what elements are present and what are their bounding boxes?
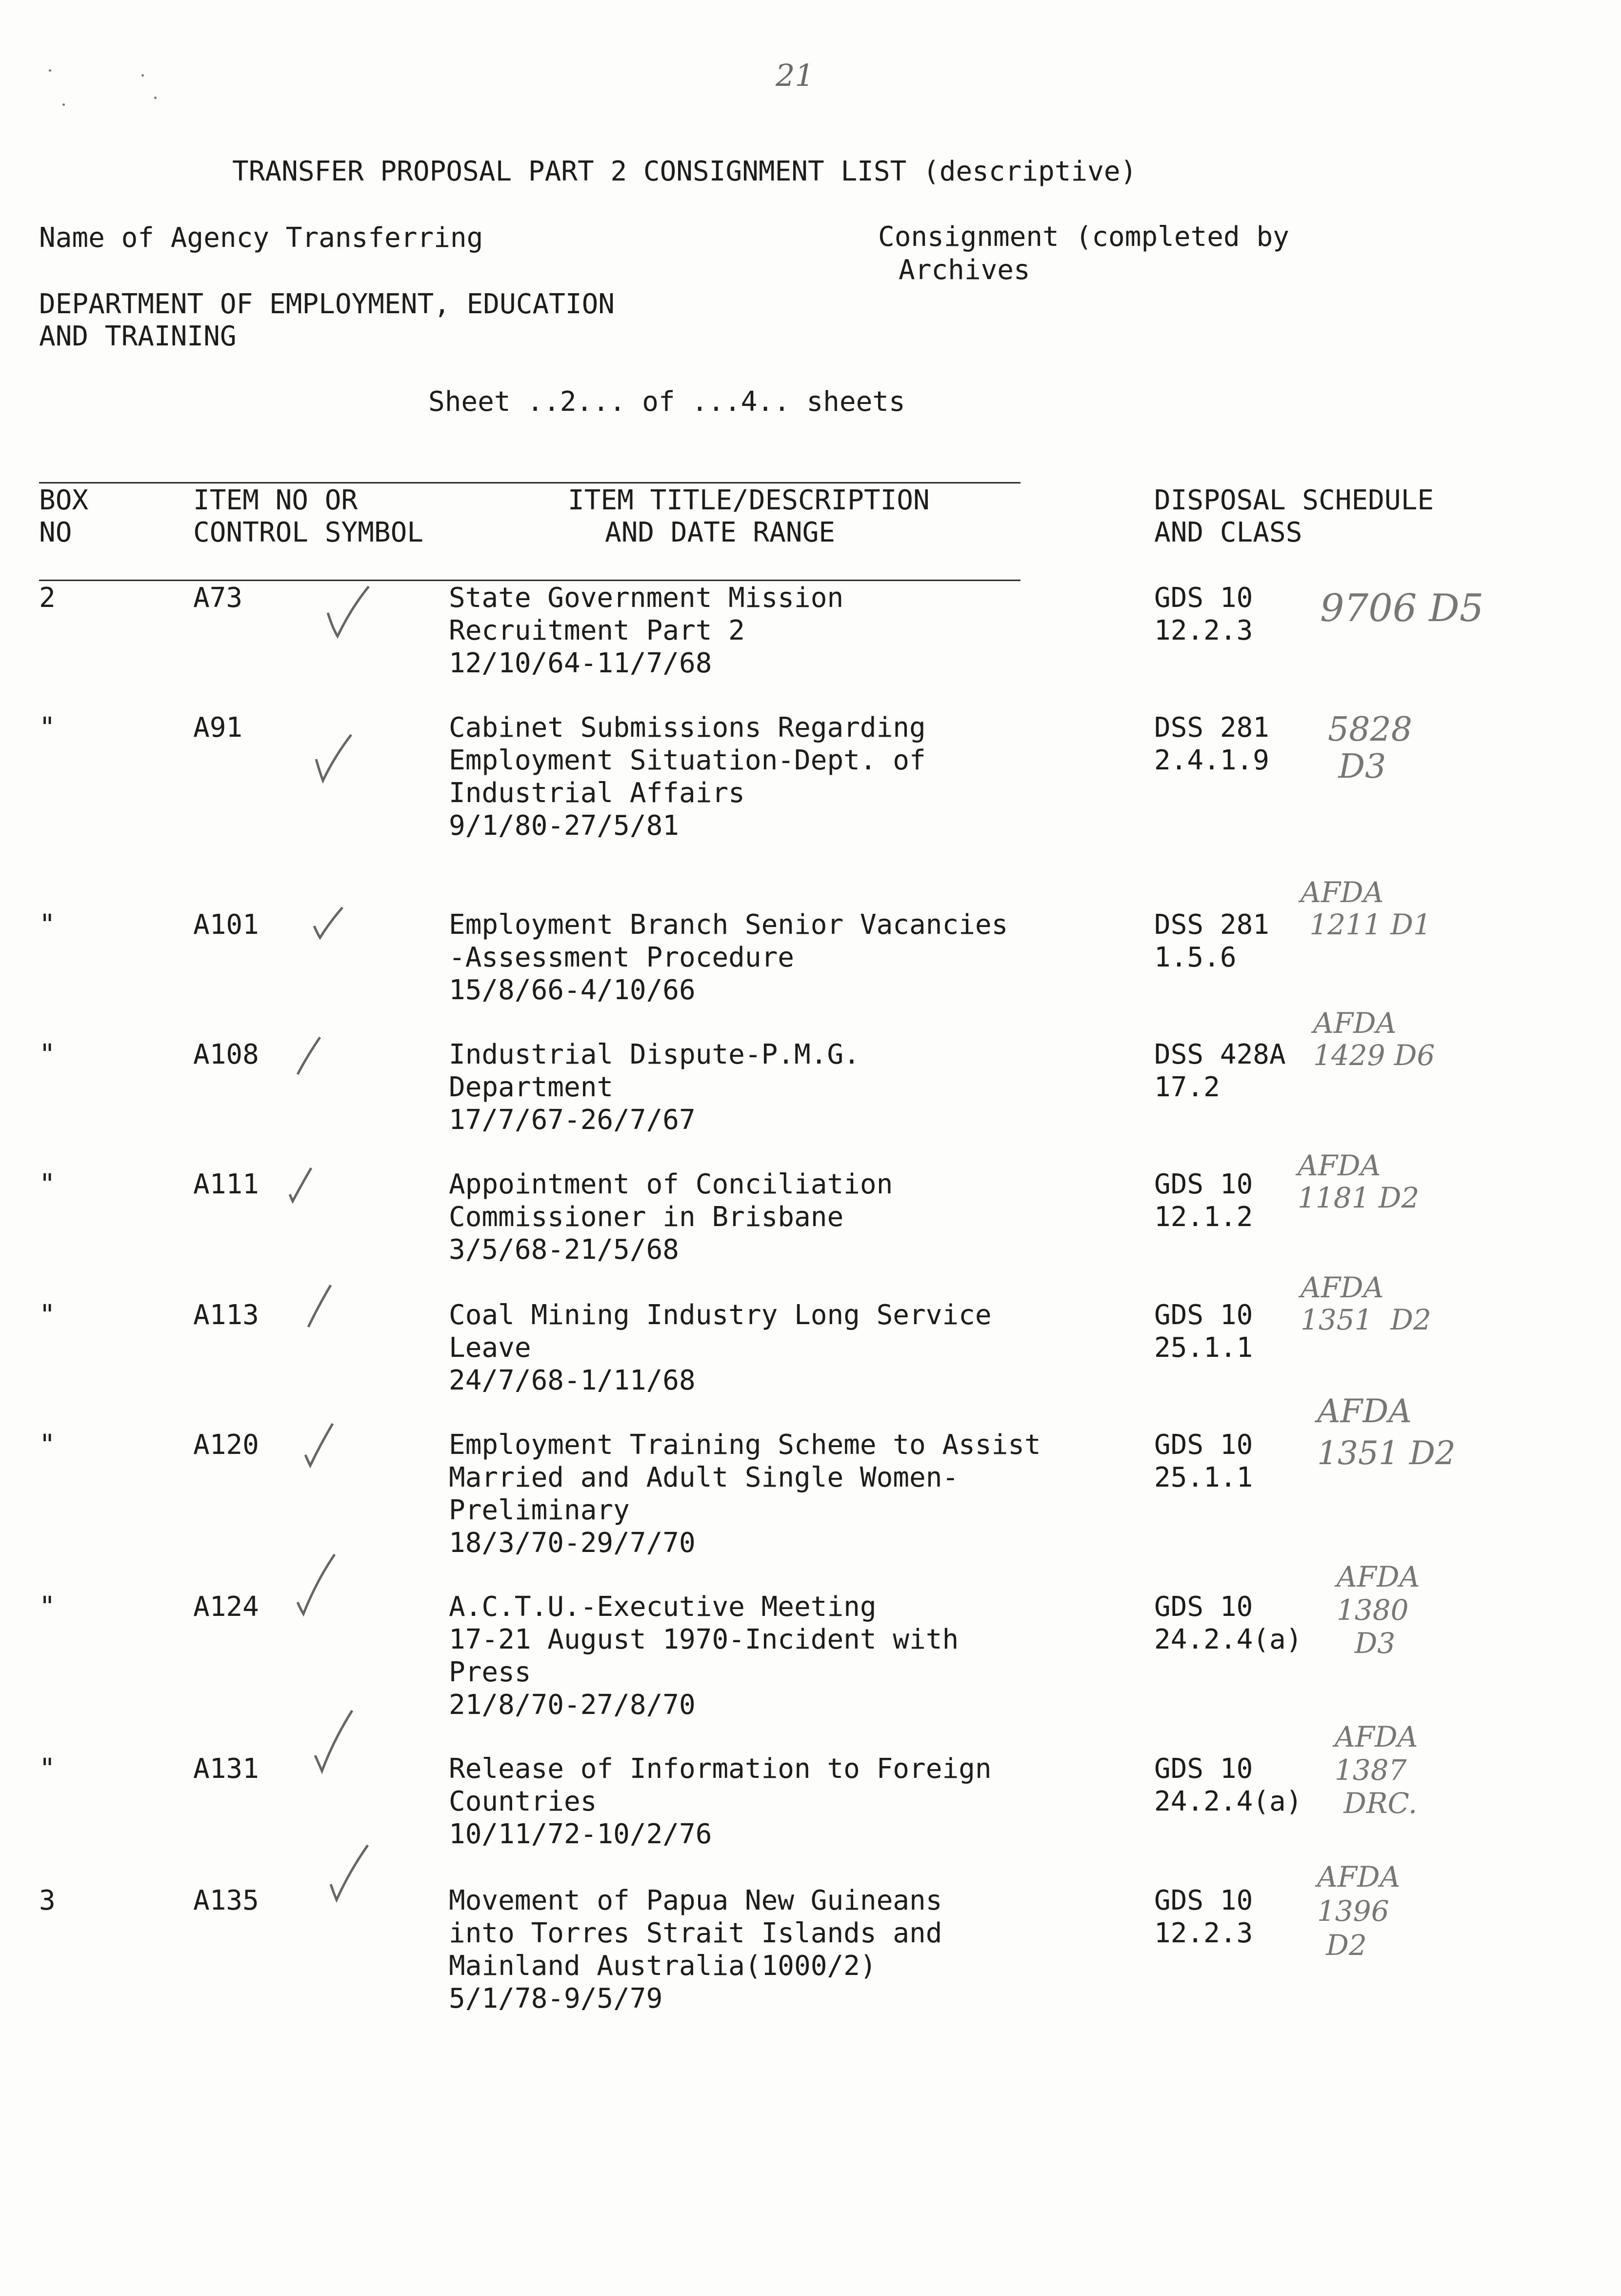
disposal-class: DSS 281 1.5.6 (1154, 909, 1270, 973)
item-number: A108 (193, 1039, 259, 1070)
table-header-rule (39, 580, 1021, 581)
header-title-1: ITEM TITLE/DESCRIPTION (568, 484, 930, 516)
handwritten-annotation: AFDA 1181 D2 (1298, 1149, 1420, 1214)
consignment-label-2: Archives (899, 254, 1030, 286)
check-mark-icon (305, 1282, 335, 1331)
disposal-class: DSS 428A 17.2 (1154, 1039, 1286, 1103)
disposal-class: GDS 10 25.1.1 (1154, 1429, 1253, 1493)
box-number: " (39, 1299, 56, 1331)
document-title: TRANSFER PROPOSAL PART 2 CONSIGNMENT LIST (descriptive) (232, 156, 1137, 187)
sheet-count: Sheet ..2... of ...4.. sheets (428, 386, 905, 418)
item-title: Industrial Dispute-P.M.G. Department 17/7/67-26/7/67 (449, 1039, 860, 1136)
handwritten-annotation: 9706 D5 (1320, 586, 1484, 630)
disposal-class: GDS 10 25.1.1 (1154, 1299, 1253, 1364)
item-number: A120 (193, 1429, 259, 1461)
handwritten-page-number: 21 (776, 58, 814, 93)
box-number: " (39, 712, 56, 744)
item-number: A91 (193, 712, 243, 744)
scan-speck (141, 74, 144, 77)
disposal-class: GDS 10 24.2.4(a) (1154, 1753, 1302, 1817)
check-mark-icon (310, 905, 349, 944)
check-mark-icon (295, 1034, 324, 1078)
agency-name-1: DEPARTMENT OF EMPLOYMENT, EDUCATION (39, 288, 615, 320)
box-number: 3 (39, 1885, 56, 1916)
handwritten-annotation: AFDA 1351 D2 (1317, 1392, 1456, 1472)
check-mark-icon (322, 584, 376, 642)
item-title: Coal Mining Industry Long Service Leave 24/7/68-1/11/68 (449, 1299, 992, 1396)
check-mark-icon (312, 732, 356, 785)
disposal-class: GDS 10 24.2.4(a) (1154, 1591, 1302, 1655)
item-number: A124 (193, 1591, 259, 1623)
item-number: A111 (193, 1168, 259, 1200)
handwritten-annotation: AFDA 1396 D2 (1317, 1860, 1401, 1962)
item-number: A131 (193, 1753, 259, 1785)
handwritten-annotation: AFDA 1380 D3 (1337, 1560, 1420, 1660)
header-item-2: CONTROL SYMBOL (193, 517, 424, 548)
header-item-1: ITEM NO OR (193, 484, 358, 516)
header-box-1: BOX (39, 484, 89, 516)
check-mark-icon (295, 1551, 339, 1620)
handwritten-annotation: AFDA 1211 D1 (1301, 876, 1431, 941)
item-number: A135 (193, 1885, 259, 1916)
disposal-class: GDS 10 12.1.2 (1154, 1168, 1253, 1233)
check-mark-icon (302, 1421, 337, 1470)
item-number: A73 (193, 582, 243, 614)
scan-speck (49, 69, 51, 72)
scan-speck (154, 97, 157, 99)
box-number: " (39, 1168, 56, 1200)
agency-name-2: AND TRAINING (39, 321, 237, 352)
header-title-2: AND DATE RANGE (605, 517, 836, 548)
item-title: Employment Branch Senior Vacancies -Assessment Procedure 15/8/66-4/10/66 (449, 909, 1008, 1006)
item-title: State Government Mission Recruitment Part 2 12/10/64-11/7/68 (449, 582, 844, 679)
box-number: " (39, 1039, 56, 1070)
item-number: A113 (193, 1299, 259, 1331)
check-mark-icon (312, 1708, 356, 1776)
handwritten-annotation: AFDA 1387 DRC. (1335, 1720, 1418, 1820)
table-top-rule (39, 482, 1021, 483)
header-disposal-2: AND CLASS (1154, 517, 1302, 548)
box-number: 2 (39, 582, 56, 614)
handwritten-annotation: AFDA 1429 D6 (1313, 1007, 1435, 1072)
box-number: " (39, 1753, 56, 1785)
check-mark-icon (287, 1165, 316, 1204)
disposal-class: GDS 10 12.2.3 (1154, 582, 1253, 646)
check-mark-icon (328, 1842, 372, 1906)
box-number: " (39, 1591, 56, 1623)
disposal-class: GDS 10 12.2.3 (1154, 1885, 1253, 1949)
item-number: A101 (193, 909, 259, 941)
handwritten-annotation: AFDA 1351 D2 (1301, 1271, 1431, 1336)
agency-label: Name of Agency Transferring (39, 222, 483, 254)
item-title: Appointment of Conciliation Commissioner in Brisbane 3/5/68-21/5/68 (449, 1168, 893, 1266)
disposal-class: DSS 281 2.4.1.9 (1154, 712, 1270, 776)
item-title: Cabinet Submissions Regarding Employment Situation-Dept. of Industrial Affairs 9/1/80-27/5/81 (449, 712, 926, 842)
item-title: Employment Training Scheme to Assist Married and Adult Single Women- Preliminary 18/3/70-29/7/70 (449, 1429, 1041, 1559)
box-number: " (39, 1429, 56, 1461)
item-title: Release of Information to Foreign Countries 10/11/72-10/2/76 (449, 1753, 992, 1850)
item-title: A.C.T.U.-Executive Meeting 17-21 August 1970-Incident with Press 21/8/70-27/8/70 (449, 1591, 959, 1721)
header-box-2: NO (39, 517, 72, 548)
header-disposal-1: DISPOSAL SCHEDULE (1154, 484, 1434, 516)
box-number: " (39, 909, 56, 941)
handwritten-annotation: 5828 D3 (1328, 710, 1413, 786)
scan-speck (62, 103, 65, 106)
consignment-label-1: Consignment (completed by (878, 221, 1289, 253)
item-title: Movement of Papua New Guineans into Torres Strait Islands and Mainland Australia(1000/2) 5/1/78-9/5/79 (449, 1885, 942, 2014)
